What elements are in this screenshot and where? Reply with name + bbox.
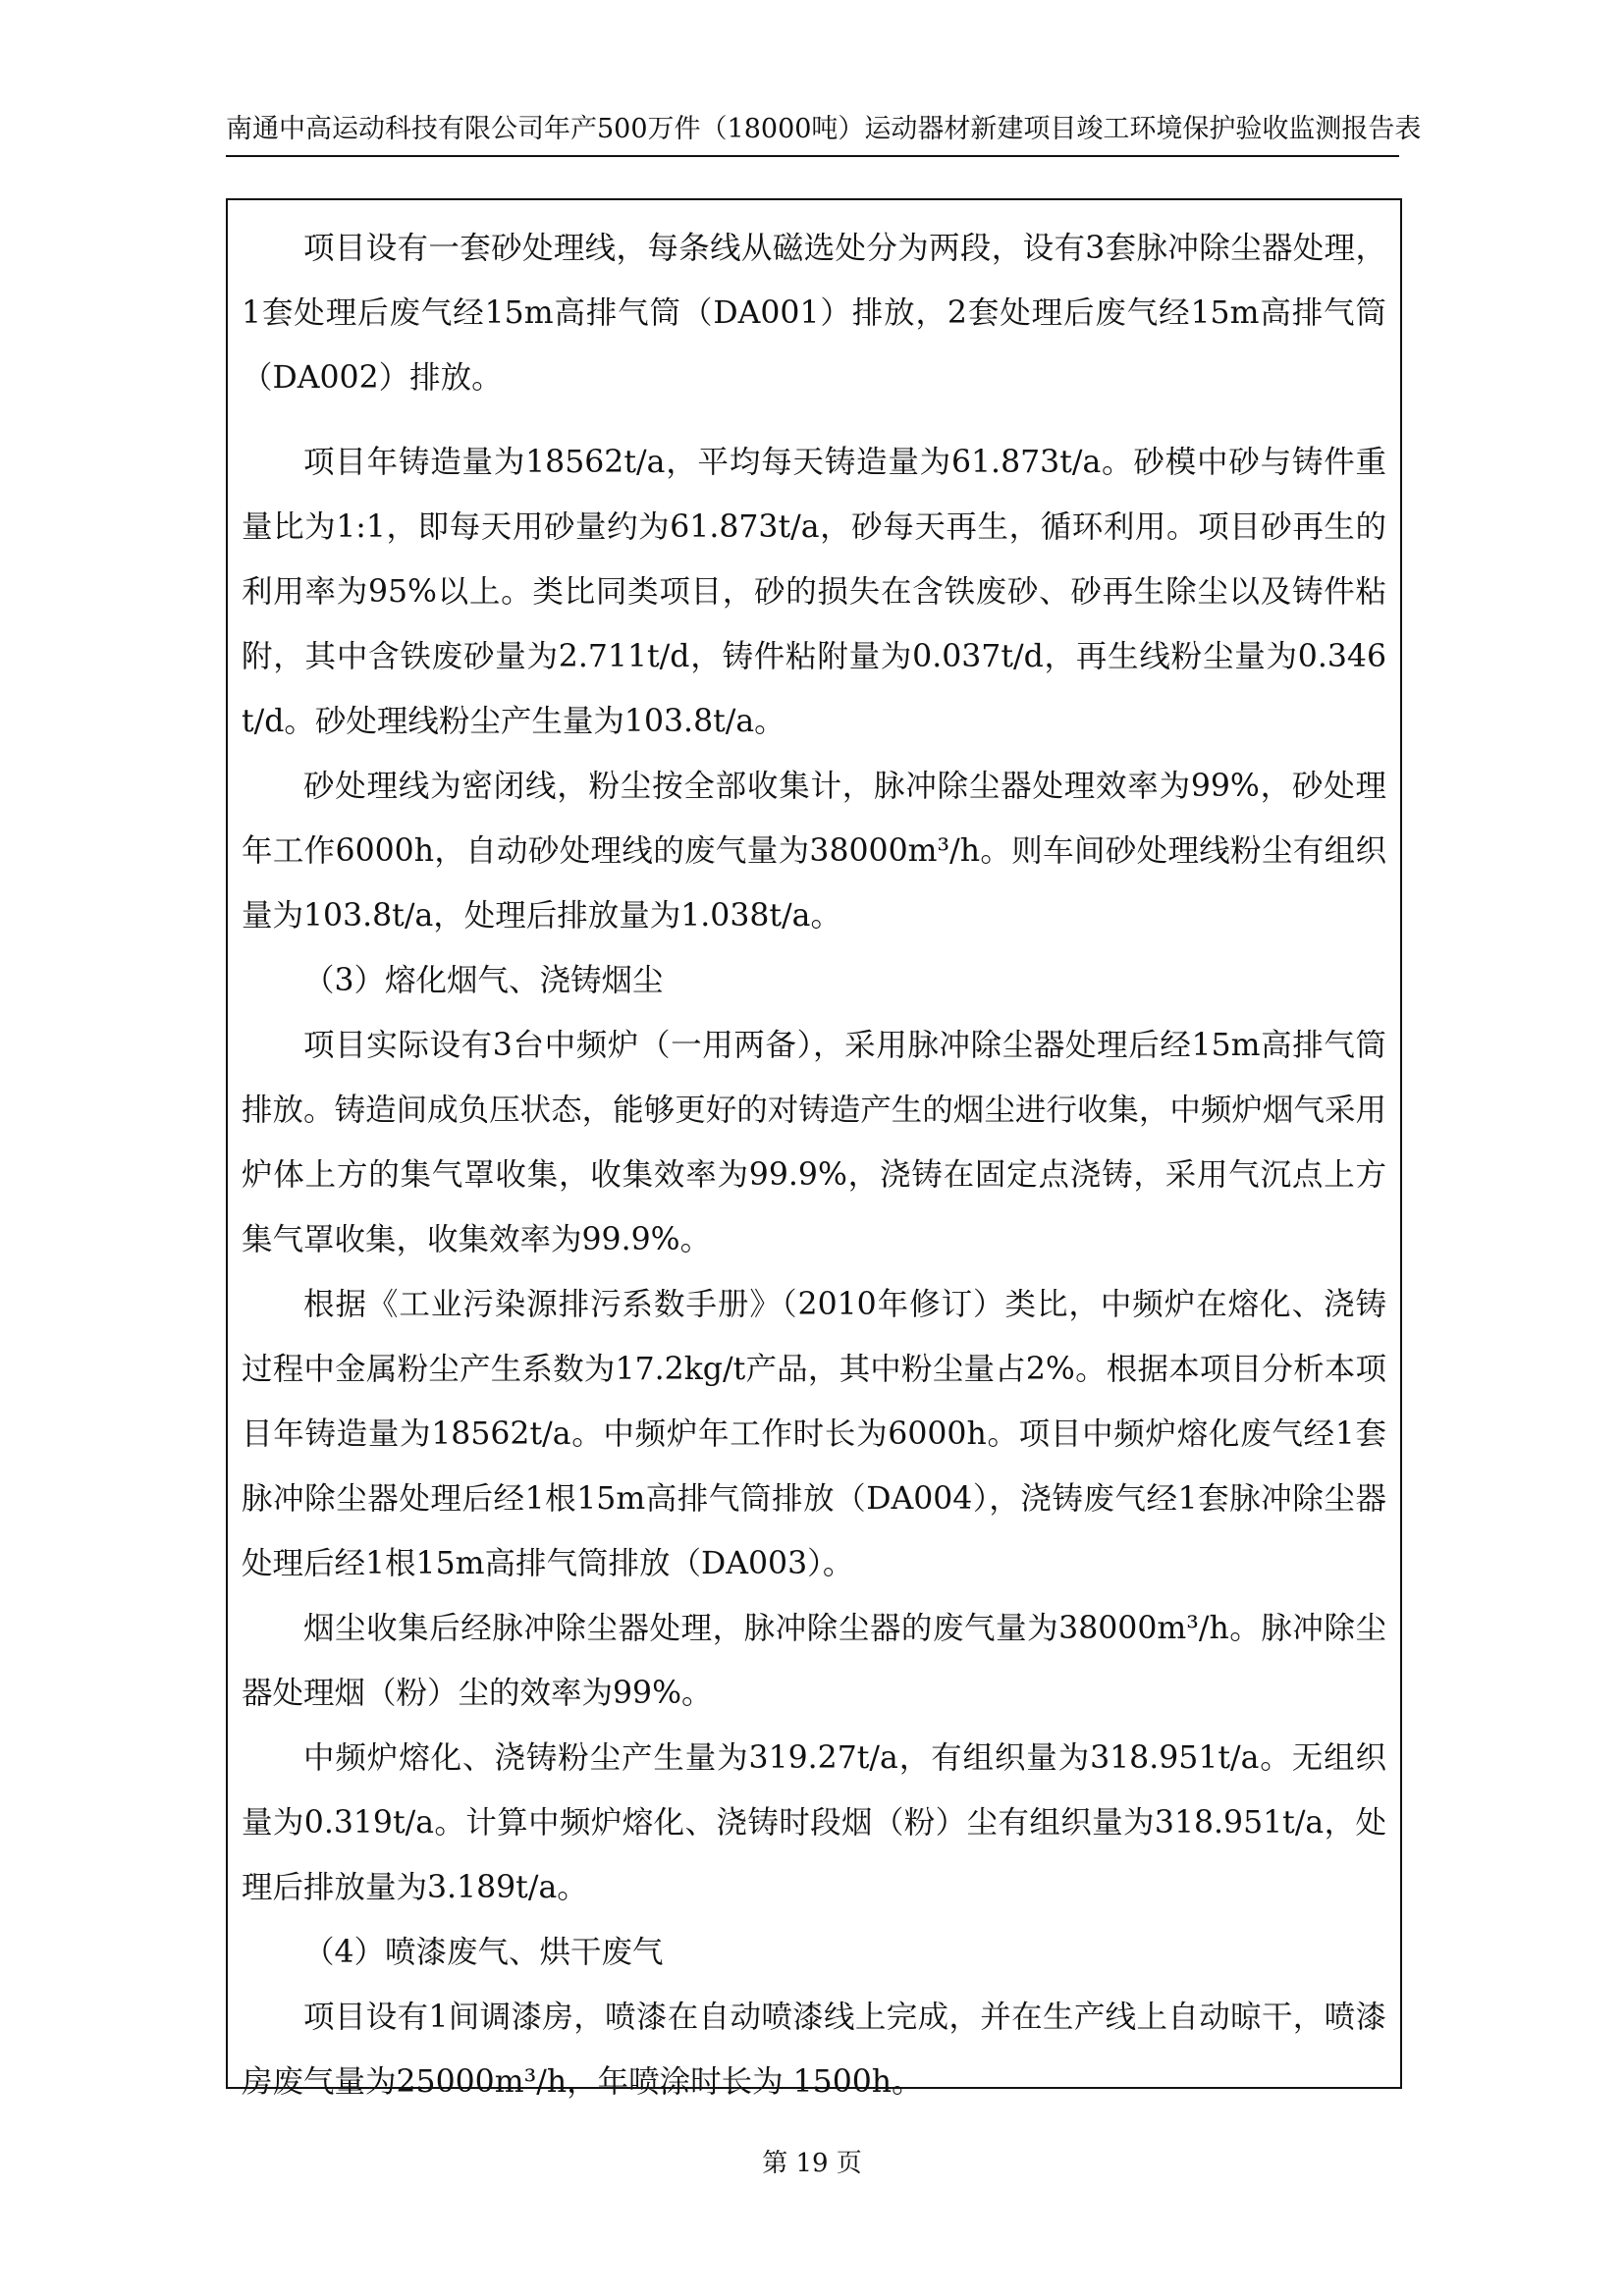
page-number: 第 19 页	[762, 2149, 862, 2178]
section-heading-painting: （4）喷漆废气、烘干废气	[303, 1935, 664, 1970]
paragraph-sand-line-closed: 砂处理线为密闭线，粉尘按全部收集计，脉冲除尘器处理效率为99%，砂处理年工作6000h，自动砂处理线的废气量为38000m³/h。则车间砂处理线粉尘有组织量为103.8t/a，处理后排放量为1.038t/a。	[242, 769, 1386, 934]
header-rule	[226, 155, 1399, 157]
report-header-title: 南通中高运动科技有限公司年产500万件（18000吨）运动器材新建项目竣工环境保护验收监测报告表	[226, 114, 1422, 144]
paragraph-induction-furnace: 项目实际设有3台中频炉（一用两备），采用脉冲除尘器处理后经15m高排气筒排放。铸造间成负压状态，能够更好的对铸造产生的烟尘进行收集，中频炉烟气采用炉体上方的集气罩收集，收集效率为99.9%，浇铸在固定点浇铸，采用气沉点上方集气罩收集，收集效率为99.9%。	[242, 1028, 1386, 1257]
section-heading-melting-fumes: （3）熔化烟气、浇铸烟尘	[303, 963, 664, 998]
paragraph-sand-line: 项目设有一套砂处理线，每条线从磁选处分为两段，设有3套脉冲除尘器处理，1套处理后废气经15m高排气筒（DA001）排放，2套处理后废气经15m高排气筒（DA002）排放。	[242, 231, 1386, 396]
paragraph-paint-room: 项目设有1间调漆房，喷漆在自动喷漆线上完成，并在生产线上自动晾干，喷漆房废气量为25000m³/h，年喷涂时长为 1500h。	[242, 2000, 1386, 2100]
content-box	[226, 198, 1402, 2100]
paragraph-dust-amounts: 中频炉熔化、浇铸粉尘产生量为319.27t/a，有组织量为318.951t/a。无组织量为0.319t/a。计算中频炉熔化、浇铸时段烟（粉）尘有组织量为318.951t/a，处理后排放量为3.189t/a。	[242, 1740, 1386, 1905]
paragraph-pulse-collector: 烟尘收集后经脉冲除尘器处理，脉冲除尘器的废气量为38000m³/h。脉冲除尘器处理烟（粉）尘的效率为99%。	[242, 1611, 1386, 1711]
paragraph-emission-factor: 根据《工业污染源排污系数手册》（2010年修订）类比，中频炉在熔化、浇铸过程中金属粉尘产生系数为17.2kg/t产品，其中粉尘量占2%。根据本项目分析本项目年铸造量为18562t/a。中频炉年工作时长为6000h。项目中频炉熔化废气经1套脉冲除尘器处理后经1根15m高排气筒排放（DA004），浇铸废气经1套脉冲除尘器处理后经1根15m高排气筒排放（DA003）。	[242, 1287, 1386, 1581]
paragraph-casting-volume: 项目年铸造量为18562t/a，平均每天铸造量为61.873t/a。砂模中砂与铸件重量比为1:1，即每天用砂量约为61.873t/a，砂每天再生，循环利用。项目砂再生的利用率为95%以上。类比同类项目，砂的损失在含铁废砂、砂再生除尘以及铸件粘附，其中含铁废砂量为2.711t/d，铸件粘附量为0.037t/d，再生线粉尘量为0.346t/d。砂处理线粉尘产生量为103.8t/a。	[242, 445, 1386, 739]
